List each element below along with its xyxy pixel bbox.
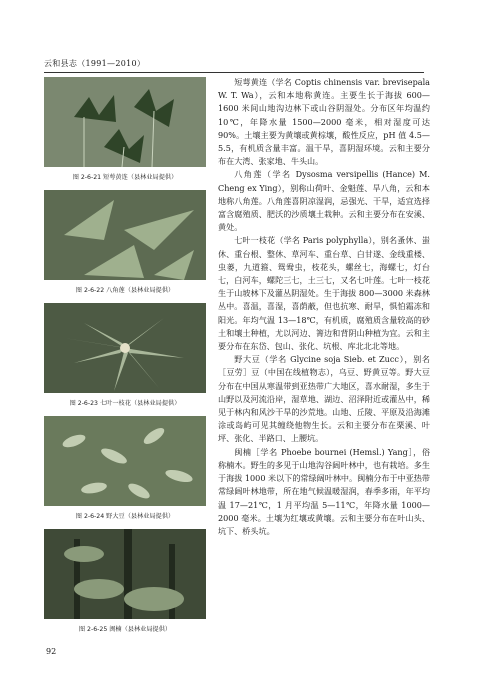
paragraph-paris: 七叶一枝花（学名 Paris polyphylla），别名蚤休、蚩休、重台根、整休、草河车、重台草、白甘遂、金线重楼、虫蒌，九道箍、鸳鸯虫，枝花头，螺丝七，海螺七，灯台七，白河车，螺陀三七，土三七，又名七叶莲。七叶一枝花生于山坡林下及灌丛阴湿处。生于海拔 800—3000 米森林丛中。喜温，喜湿，喜荫蔽，但也抗寒、耐旱，惧怕霜冻和阳光。年均气温 13—18℃，有机质，腐殖质含量较高的砂土和壤土种植，尤以河边、箐边和背阴山种植为宜。云和主要分布在东岱、包山、张化、坑根、库北北北等地。 xyxy=(218,235,430,352)
plant-photo-dysosma-icon xyxy=(44,190,206,280)
page-number: 92 xyxy=(46,647,57,656)
figure-caption: 图 2-6-23 七叶一枝花（县林业局提供） xyxy=(69,400,181,407)
figure-coptis xyxy=(44,77,206,190)
figure-column xyxy=(44,77,206,642)
paragraph-coptis: 短萼黄连（学名 Coptis chinensis var. brevisepala W. T. Wa），云和本地称黄连。主要生长于海拔 600—1600 米间山地沟边林下或山谷阴湿处。分布区年均温约 10℃，年降水量 1500—2000 毫米，相对湿度可达 90%。土壤主要为黄壤或黄棕壤，酸性反应，pH 值 4.5—5.5，有机质含量丰富。温干旱，喜阴湿环境。云和主要分布在大湾、张家地、牛头山。 xyxy=(218,77,430,167)
plant-photo-paris-icon xyxy=(44,303,206,393)
figure-caption: 图 2-6-21 短萼黄连（县林业局提供） xyxy=(72,174,178,181)
paragraph-dysosma: 八角莲（学名 Dysosma versipellis (Hance) M. Cheng ex Ying），别称山荷叶、金魁莲、旱八角，云和本地称八角莲。八角莲喜阴凉湿润，忌强光、干旱，适宜选择富含腐殖质、肥沃的沙质壤土栽种。云和主要分布在安溪、黄处。 xyxy=(218,169,430,233)
plant-photo-phoebe-icon xyxy=(44,529,206,619)
figure-paris xyxy=(44,303,206,416)
plant-photo-coptis-icon xyxy=(44,77,206,167)
body-text xyxy=(218,76,430,538)
figure-dysosma xyxy=(44,190,206,303)
paragraph-phoebe: 闽楠［学名 Phoebe bournei (Hemsl.) Yang］，俗称楠木。野生的多见于山地沟谷阔叶林中，也有栽培。多生于海拔 1000 米以下的常绿阔叶林中。闽楠分布于中亚热带常绿阔叶林地带，所在地气候温暖湿润，春季多雨，年平均温 17—21℃，1 月平均温 5—11℃，年降水量 1000—2000 毫米。土壤为红壤或黄壤。云和主要分布在叶山头、坑下、桥头坑。 xyxy=(218,446,430,536)
figure-caption: 图 2-6-24 野大豆（县林业局提供） xyxy=(75,513,175,520)
figure-glycine xyxy=(44,416,206,529)
figure-caption: 图 2-6-25 闽楠（县林业局提供） xyxy=(78,626,172,633)
plant-photo-glycine-icon xyxy=(44,416,206,506)
figure-phoebe xyxy=(44,529,206,642)
header-rule xyxy=(44,72,424,73)
paragraph-glycine: 野大豆（学名 Glycine soja Sieb. et Zucc），别名［豆劳］豆（中国在线植物志），乌豆、野黄豆等。野大豆分布在中国从寒温带到亚热带广大地区，喜水耐湿，多生于山野以及河流沿岸，湿草地、湖边、沼泽附近或灌丛中，稀见于林内和风沙干旱的沙荒地。山地、丘陵、平原及沿海滩涂或岛屿可见其缠绕他物生长。云和主要分布在栗溪、叶坪、张化、半路口、上腰坑。 xyxy=(218,354,430,444)
running-header: 云和县志（1991—2010） xyxy=(44,59,146,68)
figure-caption: 图 2-6-22 八角莲（县林业局提供） xyxy=(75,287,175,294)
